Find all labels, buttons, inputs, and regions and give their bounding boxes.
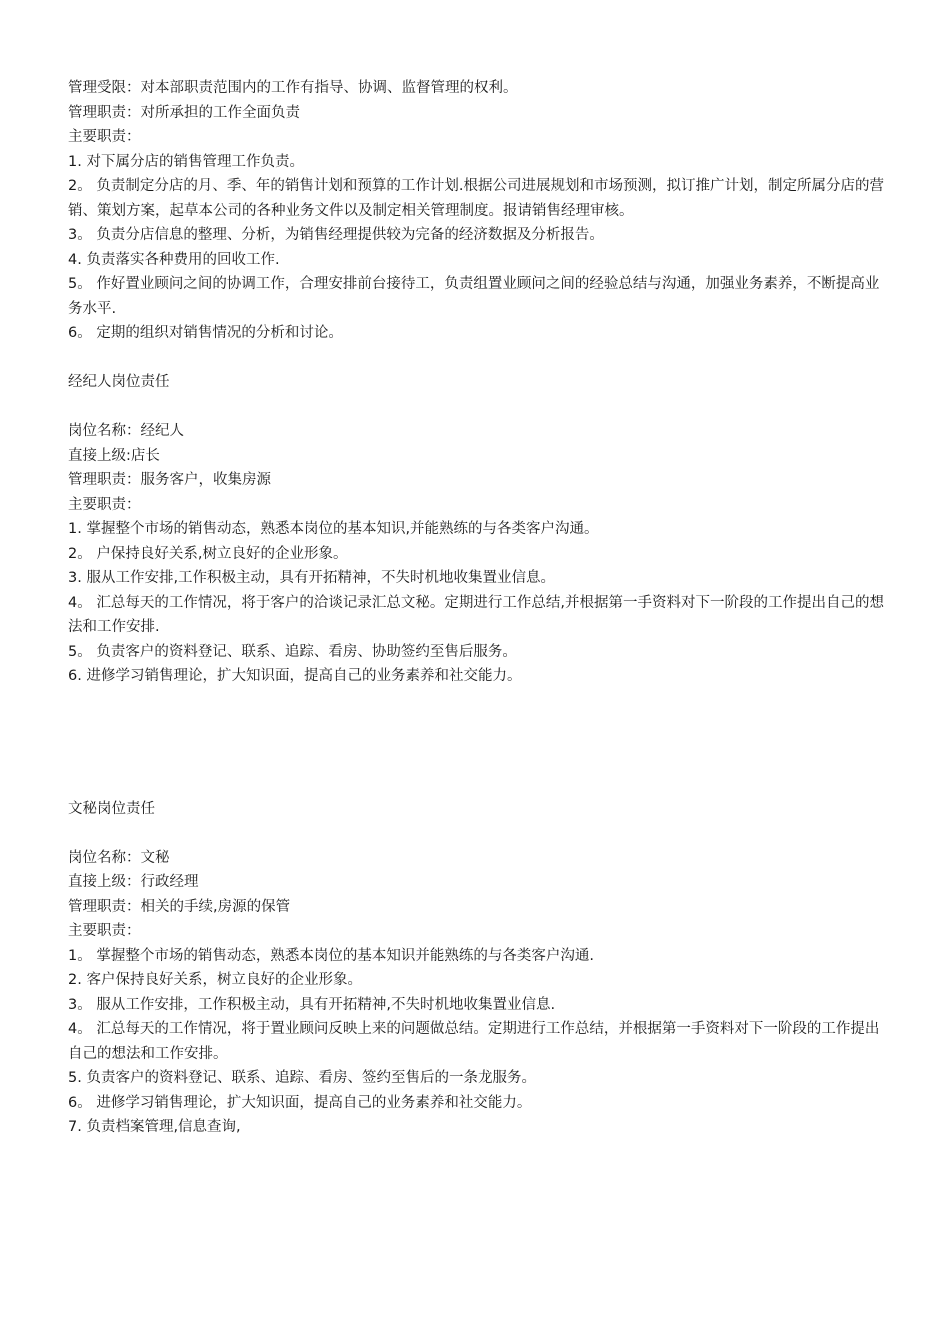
text-line: 岗位名称：文秘 — [68, 849, 170, 866]
text-line: 管理职责：服务客户，收集房源 — [68, 472, 271, 488]
list-item: 6. 进修学习销售理论，扩大知识面，提高自己的业务素养和社交能力。 — [68, 668, 522, 684]
section-secretary — [68, 797, 888, 1140]
text-line: 直接上级:店长 — [68, 447, 160, 464]
section-title: 经纪人岗位责任 — [68, 374, 170, 390]
list-item: 2. 客户保持良好关系，树立良好的企业形象。 — [68, 972, 362, 988]
list-item: 4。 汇总每天的工作情况，将于客户的洽谈记录汇总文秘。定期进行工作总结,并根据第一手资料对下一阶段的工作提出自己的想法和工作安排. — [68, 594, 884, 635]
list-item: 2。 户保持良好关系,树立良好的企业形象。 — [68, 545, 348, 562]
document-page — [68, 76, 888, 1140]
text-line: 直接上级：行政经理 — [68, 874, 199, 890]
list-item: 6。 进修学习销售理论，扩大知识面，提高自己的业务素养和社交能力。 — [68, 1094, 532, 1111]
list-item: 1。 掌握整个市场的销售动态，熟悉本岗位的基本知识并能熟练的与各类客户沟通. — [68, 947, 594, 964]
section-sales-manager — [68, 76, 888, 346]
text-line: 管理职责：对所承担的工作全面负责 — [68, 104, 300, 121]
list-item: 5。 作好置业顾问之间的协调工作，合理安排前台接待工，负责组置业顾问之间的经验总结与沟通，加强业务素养，不断提高业务水平. — [68, 276, 880, 317]
list-item: 1. 掌握整个市场的销售动态，熟悉本岗位的基本知识,并能熟练的与各类客户沟通。 — [68, 521, 599, 537]
list-item: 6。 定期的组织对销售情况的分析和讨论。 — [68, 325, 343, 341]
list-item: 2。 负责制定分店的月、季、年的销售计划和预算的工作计划.根据公司进展规划和市场预测，拟订推广计划，制定所属分店的营销、策划方案，起草本公司的各种业务文件以及制定相关管理制度。报请销售经理审核。 — [68, 178, 884, 219]
list-item: 3。 服从工作安排，工作积极主动，具有开拓精神,不失时机地收集置业信息. — [68, 996, 556, 1013]
list-item: 4. 负责落实各种费用的回收工作. — [68, 251, 280, 268]
text-line: 主要职责： — [68, 923, 141, 939]
text-line: 主要职责： — [68, 129, 141, 145]
section-title: 文秘岗位责任 — [68, 800, 155, 817]
spacer — [68, 689, 888, 797]
section-agent — [68, 370, 888, 689]
text-line: 主要职责： — [68, 496, 141, 513]
text-line: 岗位名称：经纪人 — [68, 423, 184, 439]
list-item: 5. 负责客户的资料登记、联系、追踪、看房、签约至售后的一条龙服务。 — [68, 1070, 536, 1086]
text-line: 管理受限：对本部职责范围内的工作有指导、协调、监督管理的权利。 — [68, 80, 518, 96]
list-item: 7. 负责档案管理,信息查询, — [68, 1119, 241, 1135]
list-item: 4。 汇总每天的工作情况，将于置业顾问反映上来的问题做总结。定期进行工作总结，并根据第一手资料对下一阶段的工作提出自己的想法和工作安排。 — [68, 1021, 880, 1062]
spacer — [68, 346, 888, 371]
list-item: 3. 服从工作安排,工作积极主动，具有开拓精神，不失时机地收集置业信息。 — [68, 570, 556, 586]
list-item: 5。 负责客户的资料登记、联系、追踪、看房、协助签约至售后服务。 — [68, 643, 517, 660]
list-item: 1. 对下属分店的销售管理工作负责。 — [68, 153, 304, 170]
spacer — [68, 821, 888, 846]
spacer — [68, 395, 888, 420]
list-item: 3。 负责分店信息的整理、分析，为销售经理提供较为完备的经济数据及分析报告。 — [68, 227, 604, 243]
text-line: 管理职责：相关的手续,房源的保管 — [68, 898, 291, 915]
